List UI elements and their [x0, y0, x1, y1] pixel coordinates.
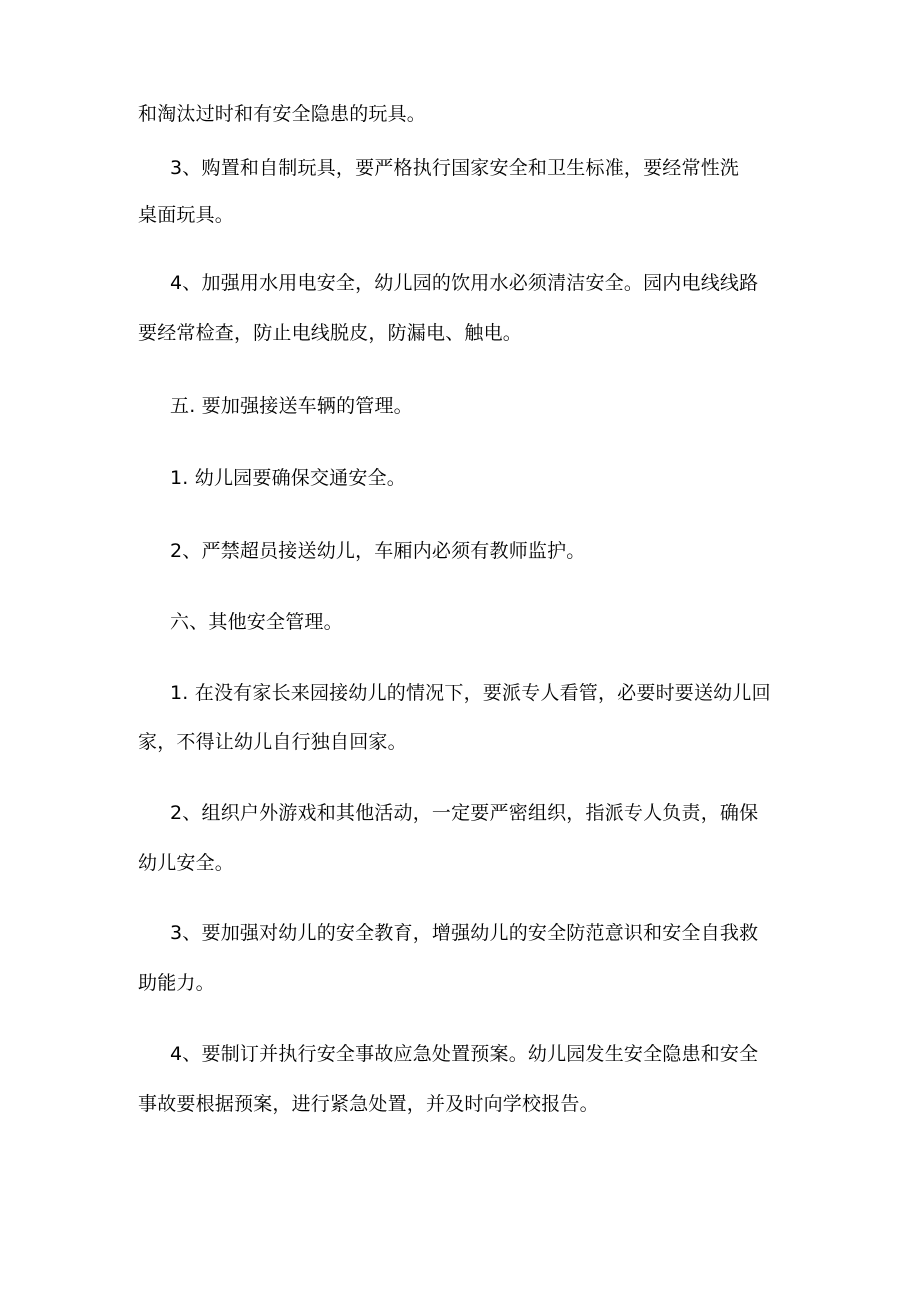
paragraph-item-4-line-1: 4、要制订并执行安全事故应急处置预案。幼儿园发生安全隐患和安全	[170, 1043, 759, 1065]
paragraph-item-1: 1. 幼儿园要确保交通安全。	[170, 467, 406, 489]
paragraph-item-2-line-1: 2、组织户外游戏和其他活动，一定要严密组织，指派专人负责，确保	[170, 802, 759, 824]
paragraph-item-3-line-1: 3、要加强对幼儿的安全教育，增强幼儿的安全防范意识和安全自我救	[170, 922, 759, 944]
paragraph-item-3-line-2: 助能力。	[138, 972, 215, 994]
text-line: 和淘汰过时和有安全隐患的玩具。	[138, 103, 427, 125]
paragraph-item-3-line-1: 3、购置和自制玩具，要严格执行国家安全和卫生标准，要经常性洗	[170, 157, 740, 179]
section-heading-five: 五. 要加强接送车辆的管理。	[170, 395, 413, 417]
paragraph-item-2-line-2: 幼儿安全。	[138, 852, 235, 874]
paragraph-item-3-line-2: 桌面玩具。	[138, 204, 235, 226]
paragraph-item-4-line-2: 事故要根据预案，进行紧急处置，并及时向学校报告。	[138, 1093, 599, 1115]
paragraph-item-1-line-1: 1. 在没有家长来园接幼儿的情况下，要派专人看管，必要时要送幼儿回	[170, 682, 771, 704]
paragraph-item-1-line-2: 家，不得让幼儿自行独自回家。	[138, 731, 407, 753]
section-heading-six: 六、其他安全管理。	[170, 611, 343, 633]
paragraph-item-4-line-1: 4、加强用水用电安全，幼儿园的饮用水必须清洁安全。园内电线线路	[170, 272, 759, 294]
paragraph-item-2: 2、严禁超员接送幼儿，车厢内必须有教师监护。	[170, 540, 586, 562]
paragraph-item-4-line-2: 要经常检查，防止电线脱皮，防漏电、触电。	[138, 322, 523, 344]
